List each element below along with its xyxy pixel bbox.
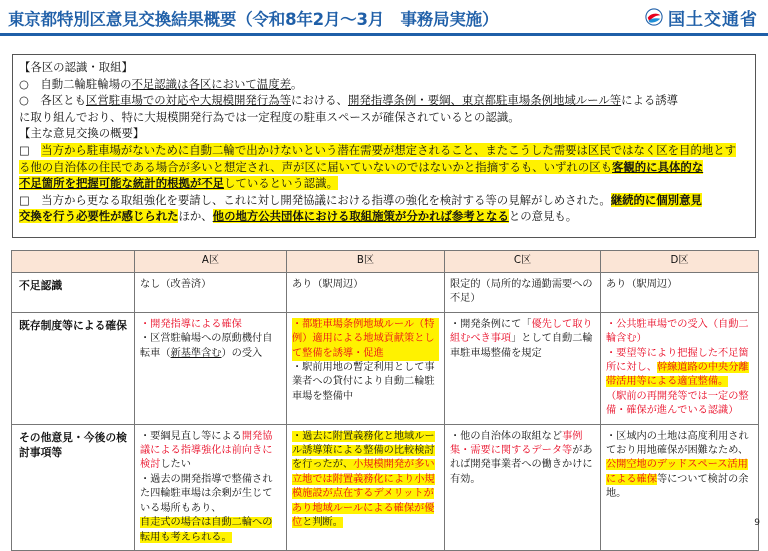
summary-box: [12, 54, 756, 238]
summary-item-2: ○ 各区とも区営駐車場での対応や大規模開発行為等における、開発指導条例・要綱、東京都駐車場条例地域ルール等による誘導 に取り組んでおり、特に大規模開発行為では一定程度の駐車スペースが確保されているとの認識。: [19, 93, 679, 124]
table-cell: なし（改善済）: [135, 273, 287, 313]
table-cell: ・過去に附置義務化と地域ルール誘導策による整備の比較検討を行ったが、小規模開発が多い立地では附置義務化により小規模施設が点在するデメリットがあり地域ルールによる確保が優位と判断。: [287, 424, 445, 550]
table-cell: ・開発条例にて「優先して取り組むべき事項」として自動二輪車駐車場整備を規定: [445, 312, 601, 424]
table-row: [12, 424, 759, 550]
summary-item-3: □ 当方から駐車場がないために自動二輪で出かけないという潜在需要が想定されること、またこうした需要は区民ではなく区を目的地とす る他の自治体の住民である場合が多いと想定され、声が区に届いていないのではないかと指摘するも、いずれの区も客観的に具体的な 不足箇所を把握可能な統計的根拠が不足しているという認識。: [19, 142, 737, 191]
summary-item-1: ○ 自動二輪駐輪場の不足認識は各区において温度差。: [19, 76, 303, 91]
table-cell: あり（駅周辺）: [287, 273, 445, 313]
circle-bullet: ○: [19, 76, 29, 91]
table-header-row: [12, 251, 759, 273]
column-header: [12, 251, 135, 273]
table-cell: ・公共駐車場での受入（自動二輪含む） ・要望等により把握した不足箇所に対し、幹線道路の中央分離帯活用等による適宜整備。 （駅前の再開発等では一定の整備・確保が進んでいる認識）: [601, 312, 759, 424]
table-cell: ・都駐車場条例地域ルール（特例）適用による地域貢献策として整備を誘導・促進 ・駅前用地の暫定利用として事業者への貸付により自動二輪駐車場を整備中: [287, 312, 445, 424]
column-header: D区: [601, 251, 759, 273]
table-row: [12, 273, 759, 313]
circle-bullet: ○: [19, 93, 29, 108]
table-row: [12, 312, 759, 424]
square-bullet: □: [19, 142, 30, 157]
column-header: A区: [135, 251, 287, 273]
table-cell: ・区域内の土地は高度利用されており用地確保が困難なため、公開空地のデッドスペース活用による確保等について検討の余地。: [601, 424, 759, 550]
page-title: 東京都特別区意見交換結果概要（令和8年2月～3月 事務局実施）: [8, 10, 499, 29]
square-bullet: □: [19, 192, 30, 207]
table-cell: 限定的（局所的な通勤需要への不足）: [445, 273, 601, 313]
logo-text: 国土交通省: [668, 9, 758, 30]
ward-comparison-table: [11, 250, 759, 551]
row-header: 既存制度等による確保: [12, 312, 135, 424]
header-divider: [0, 33, 768, 36]
ministry-logo: [645, 4, 758, 30]
section-heading-awareness: 【各区の認識・取組】: [19, 60, 133, 74]
column-header: C区: [445, 251, 601, 273]
table-cell: ・要綱見直し等による開発協議による指導強化は前向きに検討したい ・過去の開発指導で整備された四輪駐車場は余剰が生じている場所もあり、 自走式の場合は自動二輪への転用も考えられる。: [135, 424, 287, 550]
slide-header: [0, 0, 768, 36]
table-cell: あり（駅周辺）: [601, 273, 759, 313]
table-cell: ・他の自治体の取組など事例集・需要に関するデータ等があれば開発事業者への働きかけに有効。: [445, 424, 601, 550]
mlit-logo-icon: [645, 8, 663, 26]
summary-item-4: □ 当方から更なる取組強化を要請し、これに対し開発協議における指導の強化を検討する等の見解がしめされた。継続的に個別意見 交換を行う必要性が感じられたほか、他の地方公共団体における取組施策が分かれば参考となるとの意見も。: [19, 192, 702, 224]
row-header: その他意見・今後の検討事項等: [12, 424, 135, 550]
page-number: 9: [754, 518, 760, 528]
row-header: 不足認識: [12, 273, 135, 313]
table-cell: ・開発指導による確保 ・区営駐輪場への原動機付自転車（新基準含む）の受入: [135, 312, 287, 424]
column-header: B区: [287, 251, 445, 273]
section-heading-exchange: 【主な意見交換の概要】: [19, 126, 145, 141]
